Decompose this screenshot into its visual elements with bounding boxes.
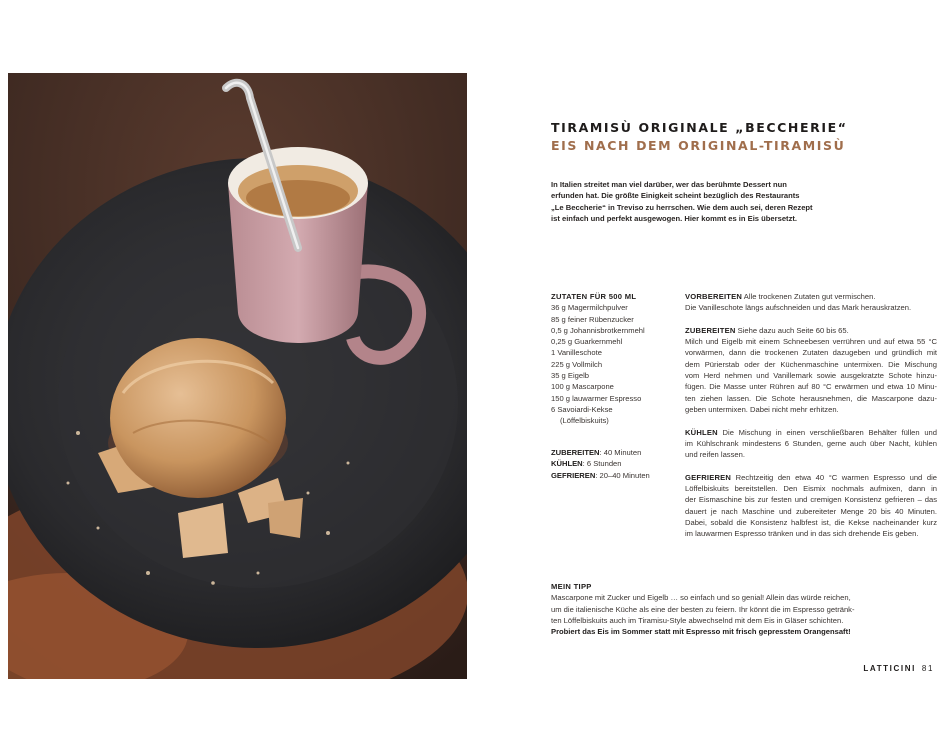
tip-bold-line: Probiert das Eis im Sommer statt mit Espresso mit frisch gepresstem Orangensaft! <box>551 627 851 637</box>
time-row <box>551 470 650 481</box>
tiramisu-ice-cream-illustration <box>8 73 467 679</box>
intro-line: ist einfach und perfekt ausgewogen. Hier kommt es in Eis übersetzt. <box>551 213 798 223</box>
step-label: KÜHLEN <box>685 427 718 437</box>
time-label: ZUBEREITEN <box>551 448 600 457</box>
step-text: Die Vanilleschote längs aufschneiden und das Mark herauskratzen. <box>685 303 912 313</box>
intro-line: „Le Beccherie“ in Treviso zu herrschen. Wie dem auch sei, deren Rezept <box>551 202 813 212</box>
tip-line: um die italienische Küche als eine der besten zu feiern. Ihr könnt die im Espresso getränk- <box>551 604 855 614</box>
page-number: 81 <box>921 664 934 673</box>
ingredient-item: 225 g Vollmilch <box>551 359 603 369</box>
time-value: : 20–40 Minuten <box>595 470 650 480</box>
step-text: Die Mischung in einen verschließbaren Behälter füllen und <box>717 427 937 437</box>
time-label: GEFRIEREN <box>551 470 596 480</box>
step-text: geben untermixen. Dabei nicht mehr erhitzen. <box>685 404 839 414</box>
ingredient-item: 150 g lauwarmer Espresso <box>551 393 642 403</box>
step-text: Siehe dazu auch Seite 60 bis 65. <box>735 325 849 335</box>
step-make <box>685 325 937 415</box>
step-text: und reifen lassen. <box>685 450 745 460</box>
ingredient-item: 36 g Magermilchpulver <box>551 303 628 313</box>
intro-line: erfunden hat. Die größte Einigkeit scheint bezüglich des Restaurants <box>551 191 800 201</box>
step-text: im lauwarmen Espresso tränken und in das sich drehende Eis geben. <box>685 529 919 539</box>
ingredient-item: 6 Savoiardi-Kekse <box>551 404 613 414</box>
step-text: vom Herd nehmen und Vanillemark sowie ausgekratzte Schote hinzu- <box>685 371 937 381</box>
step-cool <box>685 427 937 461</box>
dessert-photo <box>8 73 467 679</box>
step-text: Dabei, sobald die Konsistenz halbfest ist, die Kekse nacheinander kurz <box>685 517 937 527</box>
step-text: fügen. Die Masse unter Rühren auf 80 °C erwärmen und etwa 10 Minu- <box>685 382 937 392</box>
step-text: Rechtzeitig den etwa 40 °C warmen Espresso und die <box>731 472 937 482</box>
ingredient-item: 1 Vanilleschote <box>551 348 602 358</box>
ingredients-list <box>551 291 676 427</box>
intro-line: In Italien streitet man viel darüber, wer das berühmte Dessert nun <box>551 180 787 189</box>
ingredient-item: 0,25 g Guarkernmehl <box>551 337 623 347</box>
step-text: Milch und Eigelb mit einem Schneebesen verrühren und auf etwa 55 °C <box>685 337 937 347</box>
step-prepare <box>685 291 937 314</box>
step-text: Löffelbiskuits bereitstellen. Den Eismix nochmals aufmixen, dann in <box>685 484 937 494</box>
ingredient-note: (Löffelbiskuits) <box>560 416 609 426</box>
page-footer <box>863 664 934 673</box>
recipe-subtitle: EIS NACH DEM ORIGINAL-TIRAMISÙ <box>551 138 846 153</box>
recipe-title: TIRAMISÙ ORIGINALE „BECCHERIE“ <box>551 120 848 135</box>
preparation-steps <box>685 291 937 551</box>
ingredient-item: 85 g feiner Rübenzucker <box>551 314 634 324</box>
time-row <box>551 458 650 469</box>
tip-line: Mascarpone mit Zucker und Eigelb … so einfach und so genial! Allein das würde reichen, <box>551 593 851 603</box>
tip-line: ten Löffelbiskuits auch im Tiramisu-Style abwechselnd mit dem Eis in Gläser schichten. <box>551 615 844 625</box>
ingredient-item: 35 g Eigelb <box>551 371 589 381</box>
recipe-intro <box>551 179 813 224</box>
section-name: LATTICINI <box>863 664 916 673</box>
time-info <box>551 447 650 481</box>
step-text: ten ziehen lassen. Die Schote herausnehmen, die Mascarpone dazu- <box>685 393 937 403</box>
step-text: vorwärmen, dann die trockenen Zutaten dazugeben und gründlich mit <box>685 348 937 358</box>
step-text: dem Pürierstab oder der Küchenmaschine untermixen. Die Mischung <box>685 359 937 369</box>
tip-heading: MEIN TIPP <box>551 582 592 591</box>
time-value: : 40 Minuten <box>599 448 642 457</box>
tip-box <box>551 581 881 637</box>
step-label: GEFRIEREN <box>685 472 732 482</box>
step-label: VORBEREITEN <box>685 292 743 301</box>
step-label: ZUBEREITEN <box>685 325 736 335</box>
step-text: dauert je nach Maschine und zubereiteter Menge 20 bis 40 Minuten. <box>685 506 937 516</box>
step-text: Alle trockenen Zutaten gut vermischen. <box>742 292 876 301</box>
step-text: im Kühlschrank mindestens 6 Stunden, gerne auch über Nacht, kühlen <box>685 438 937 448</box>
time-value: : 6 Stunden <box>582 459 622 469</box>
step-text: der Eismaschine bis zur festen und cremigen Konsistenz gefrieren – das <box>685 495 937 505</box>
ingredients-heading: ZUTATEN FÜR 500 ML <box>551 292 637 301</box>
time-label: KÜHLEN <box>551 459 583 469</box>
ingredient-item: 100 g Mascarpone <box>551 382 614 392</box>
time-row <box>551 447 650 458</box>
ingredient-item: 0,5 g Johannisbrotkernmehl <box>551 325 645 335</box>
step-freeze <box>685 472 937 540</box>
